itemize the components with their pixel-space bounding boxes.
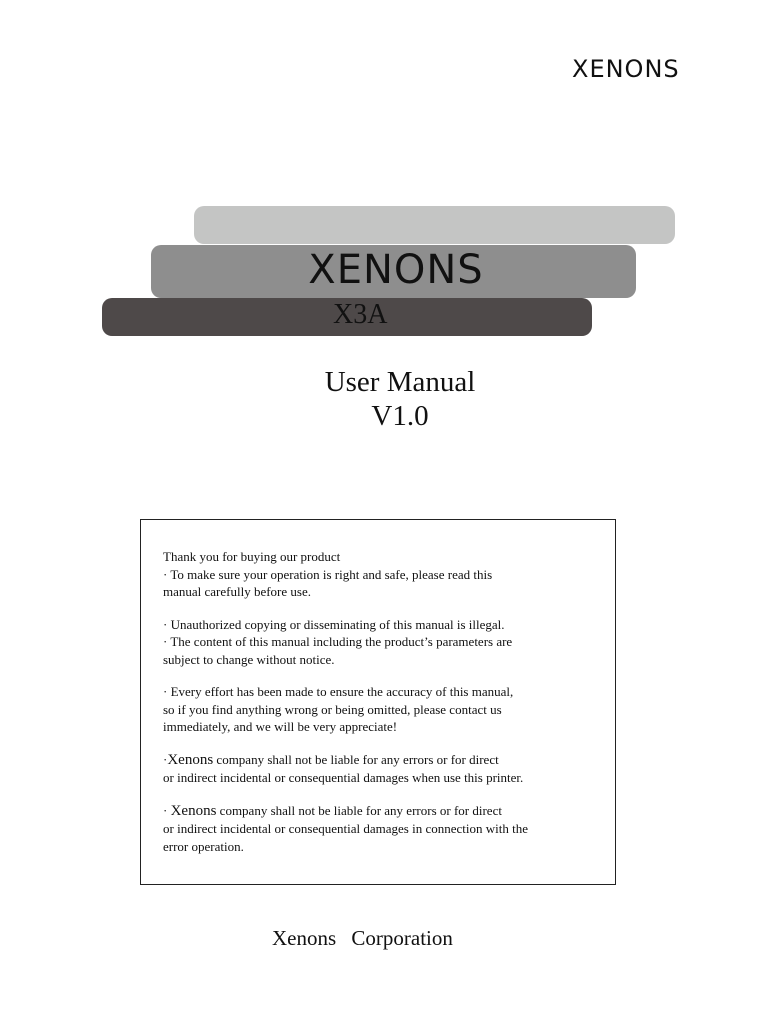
notice-text: company shall not be liable for any errors or for direct <box>213 751 499 767</box>
bullet: · <box>163 802 171 818</box>
notice-paragraph <box>163 683 593 736</box>
notice-line: · The content of this manual including the product’s parameters are <box>163 634 513 649</box>
notice-line: manual carefully before use. <box>163 584 311 599</box>
notice-paragraph <box>163 616 593 669</box>
notice-line: or indirect incidental or consequential damages when use this printer. <box>163 770 524 785</box>
notice-paragraph <box>163 548 593 601</box>
footer-company: Xenons Corporation <box>272 926 453 950</box>
company-name: Xenons <box>167 751 214 768</box>
company-name: Xenons <box>170 802 217 819</box>
manual-title-block <box>250 365 550 433</box>
cover-model-name: X3A <box>333 299 388 330</box>
notice-line: or indirect incidental or consequential damages in connection with the <box>163 821 528 836</box>
notice-text: company shall not be liable for any errors or for direct <box>216 802 502 818</box>
notice-paragraph <box>163 751 593 787</box>
notice-line: subject to change without notice. <box>163 651 335 667</box>
notice-line: error operation. <box>163 838 244 854</box>
notice-line: so if you find anything wrong or being omitted, please contact us <box>163 701 502 717</box>
header-brand-logo: XENONS <box>572 55 680 83</box>
notice-box <box>140 519 616 885</box>
manual-title: User Manual <box>324 366 476 398</box>
notice-line: · To make sure your operation is right and safe, please read this <box>163 566 493 582</box>
notice-line: Thank you for buying our product <box>163 549 341 564</box>
cover-brand-title: XENONS <box>308 247 484 293</box>
notice-paragraph <box>163 802 593 856</box>
manual-version: V1.0 <box>371 400 429 432</box>
decorative-bar-light <box>194 206 675 244</box>
notice-line-mixed <box>163 751 593 770</box>
notice-line: immediately, and we will be very appreciate! <box>163 719 398 734</box>
bullet: · <box>163 751 168 767</box>
notice-line: · Every effort has been made to ensure the accuracy of this manual, <box>163 684 514 699</box>
notice-line: · Unauthorized copying or disseminating of this manual is illegal. <box>163 616 505 632</box>
notice-line-mixed <box>163 802 593 821</box>
